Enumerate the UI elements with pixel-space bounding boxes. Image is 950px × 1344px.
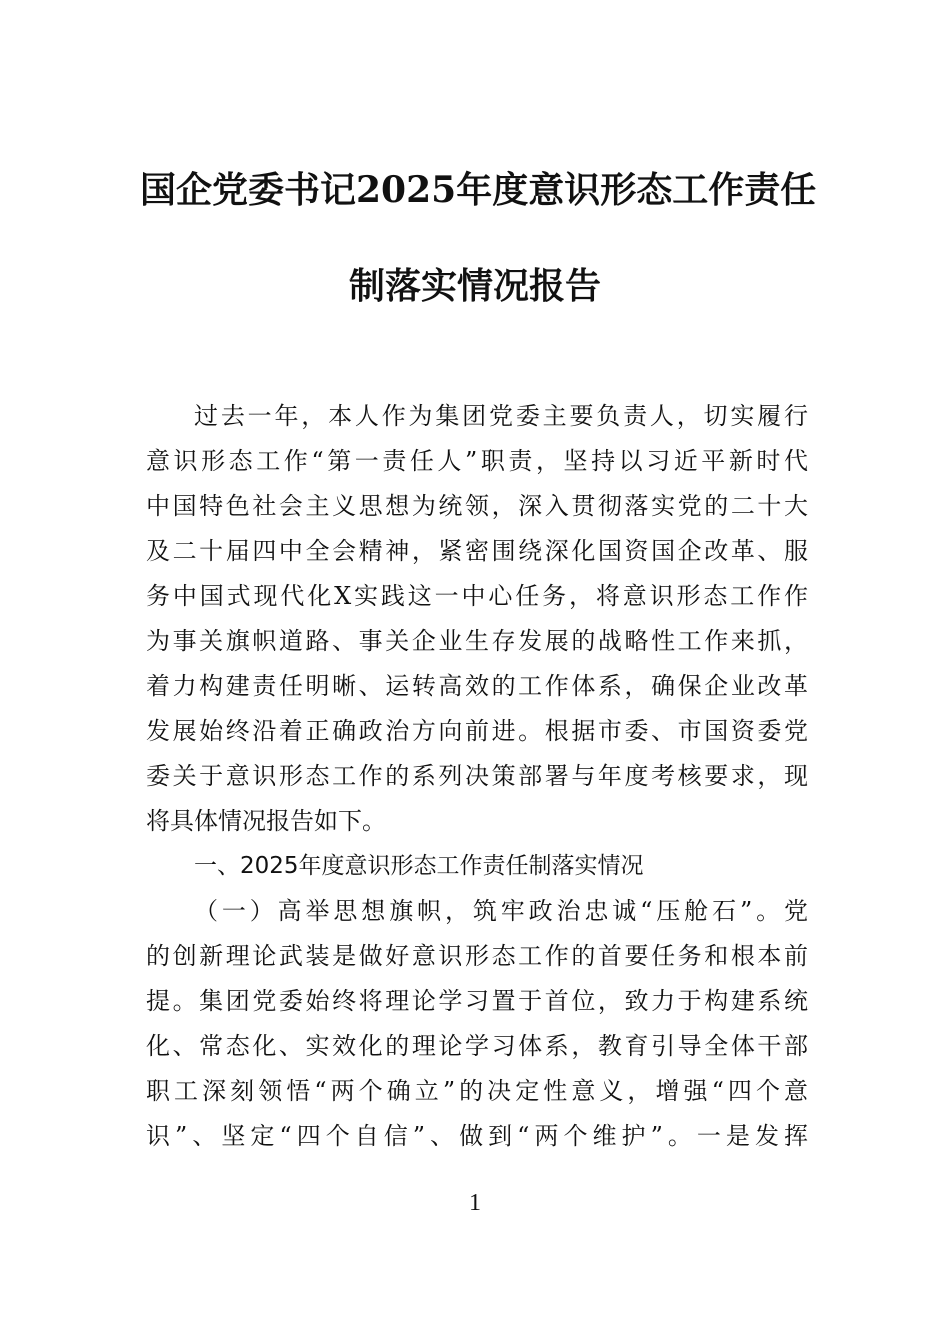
paragraph-line: 着力构建责任明晰、运转高效的工作体系，确保企业改革 [146, 672, 808, 700]
paragraph-line: 委关于意识形态工作的系列决策部署与年度考核要求，现 [146, 762, 808, 790]
section-heading: 一、2025年度意识形态工作责任制落实情况 [194, 853, 644, 879]
paragraph-line: 化、常态化、实效化的理论学习体系，教育引导全体干部 [146, 1032, 808, 1060]
paragraph-line: 过去一年，本人作为集团党委主要负责人，切实履行 [194, 402, 808, 430]
paragraph-line: 务中国式现代化X实践这一中心任务，将意识形态工作作 [146, 582, 808, 610]
paragraph-line: 发展始终沿着正确政治方向前进。根据市委、市国资委党 [146, 717, 808, 745]
paragraph-line: 职工深刻领悟“两个确立”的决定性意义，增强“四个意 [146, 1077, 808, 1105]
paragraph-line: 将具体情况报告如下。 [146, 807, 386, 835]
page-number: 1 [469, 1190, 481, 1216]
paragraph-line: 意识形态工作“第一责任人”职责，坚持以习近平新时代 [146, 447, 808, 475]
paragraph-line: 提。集团党委始终将理论学习置于首位，致力于构建系统 [146, 987, 808, 1015]
paragraph-line: （一）高举思想旗帜，筑牢政治忠诚“压舱石”。党 [194, 897, 808, 925]
paragraph-line: 及二十届四中全会精神，紧密围绕深化国资国企改革、服 [146, 537, 808, 565]
paragraph-line: 的创新理论武装是做好意识形态工作的首要任务和根本前 [146, 942, 808, 970]
paragraph-line: 中国特色社会主义思想为统领，深入贯彻落实党的二十大 [146, 492, 808, 520]
paragraph-line: 识”、坚定“四个自信”、做到“两个维护”。一是发挥 [146, 1122, 808, 1150]
paragraph-line: 为事关旗帜道路、事关企业生存发展的战略性工作来抓， [146, 627, 808, 655]
document-title-line-1: 国企党委书记2025年度意识形态工作责任 [140, 169, 817, 211]
document-title-line-2: 制落实情况报告 [348, 265, 601, 307]
